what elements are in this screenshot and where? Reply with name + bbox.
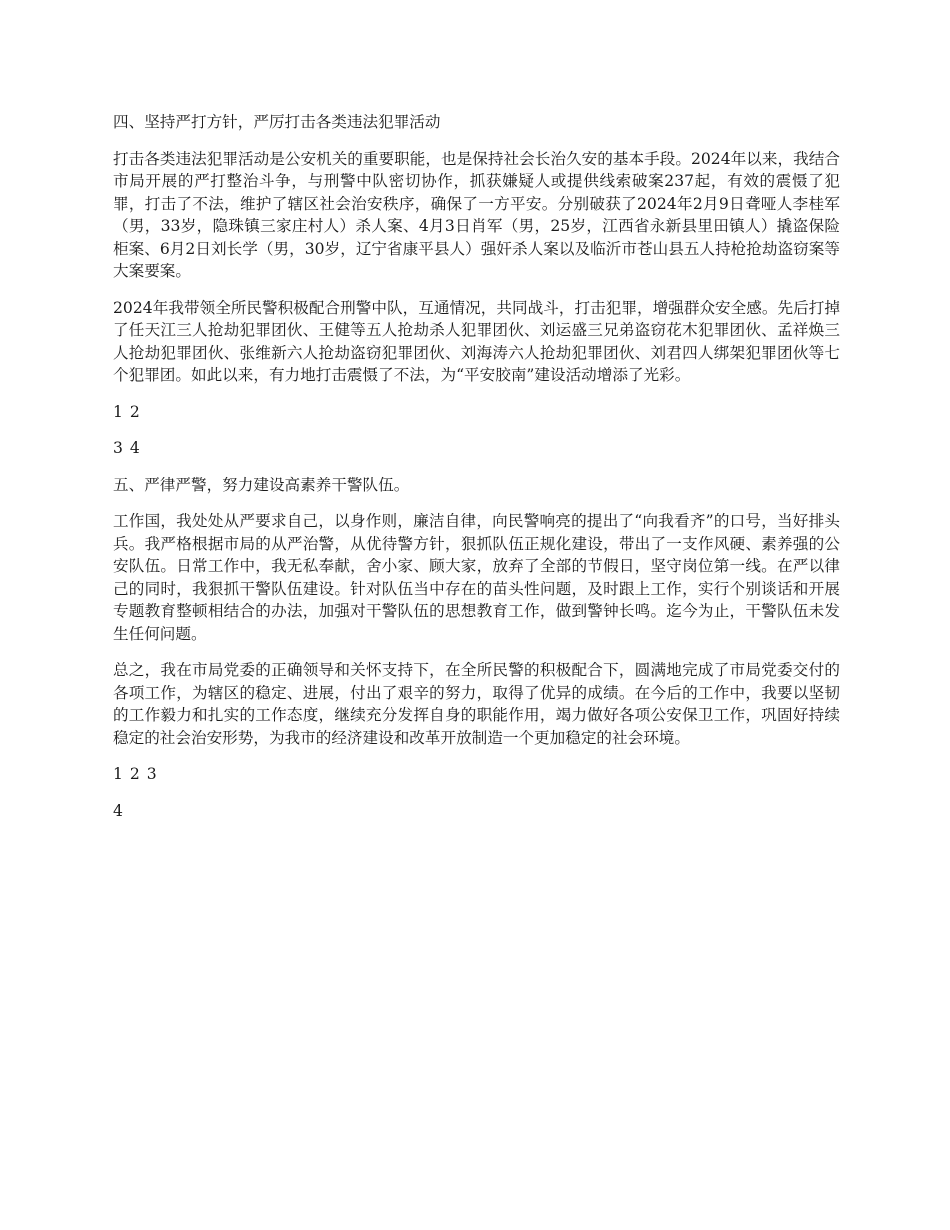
section-5-paragraph-1: 工作国，我处处从严要求自己，以身作则，廉洁自律，向民警响亮的提出了“向我看齐”的口号，当好排头兵。我严格根据市局的从严治警，从优待警方针，狠抓队伍正规化建设，带出了一支作风硬、素养强的公安队伍。日常工作中，我无私奉献，舍小家、顾大家，放弃了全部的节假日，坚守岗位第一线。在严以律己的同时，我狠抓干警队伍建设。针对队伍当中存在的苗头性问题，及时跟上工作，实行个别谈话和开展专题教育整顿相结合的办法，加强对干警队伍的思想教育工作，做到警钟长鸣。迄今为止，干警队伍未发生任何问题。: [113, 512, 840, 643]
section-4-paragraph-2: 2024年我带领全所民警积极配合刑警中队，互通情况，共同战斗，打击犯罪，增强群众安全感。先后打掉了任天江三人抢劫犯罪团伙、王健等五人抢劫杀人犯罪团伙、刘运盛三兄弟盗窃花木犯罪团伙、孟祥焕三人抢劫犯罪团伙、张维新六人抢劫盗窃犯罪团伙、刘海涛六人抢劫犯罪团伙、刘君四人绑架犯罪团伙等七个犯罪团。如此以来，有力地打击震慑了不法，为“平安胶南”建设活动增添了光彩。: [113, 298, 840, 384]
section-4-heading: 四、坚持严打方针，严厉打击各类违法犯罪活动: [113, 113, 441, 131]
page-marker-1-2-3: 1 2 3: [113, 765, 158, 783]
document-page: [113, 111, 840, 836]
section-5-heading: 五、严律严警，努力建设高素养干警队伍。: [113, 475, 410, 494]
page-marker-1-2: 1 2: [113, 402, 141, 421]
section-4-paragraph-1: 打击各类违法犯罪活动是公安机关的重要职能，也是保持社会长治久安的基本手段。2024年以来，我结合市局开展的严打整治斗争，与刑警中队密切协作，抓获嫌疑人或提供线索破案237起，有效的震慑了犯罪，打击了不法，维护了辖区社会治安秩序，确保了一方平安。分别破获了2024年2月9日聋哑人李桂军（男，33岁，隐珠镇三家庄村人）杀人案、4月3日肖军（男，25岁，江西省永新县里田镇人）撬盗保险柜案、6月2日刘长学（男，30岁，辽宁省康平县人）强奸杀人案以及临沂市苍山县五人持枪抢劫盗窃案等大案要案。: [113, 149, 840, 280]
page-marker-3-4: 3 4: [113, 439, 141, 457]
conclusion-paragraph: 总之，我在市局党委的正确领导和关怀支持下，在全所民警的积极配合下，圆满地完成了市局党委交付的各项工作，为辖区的稳定、进展，付出了艰辛的努力，取得了优异的成绩。在今后的工作中，我要以坚韧的工作毅力和扎实的工作态度，继续充分发挥自身的职能作用，竭力做好各项公安保卫工作，巩固好持续稳定的社会治安形势，为我市的经济建设和改革开放制造一个更加稳定的社会环境。: [113, 661, 840, 747]
page-marker-4: 4: [113, 801, 124, 820]
